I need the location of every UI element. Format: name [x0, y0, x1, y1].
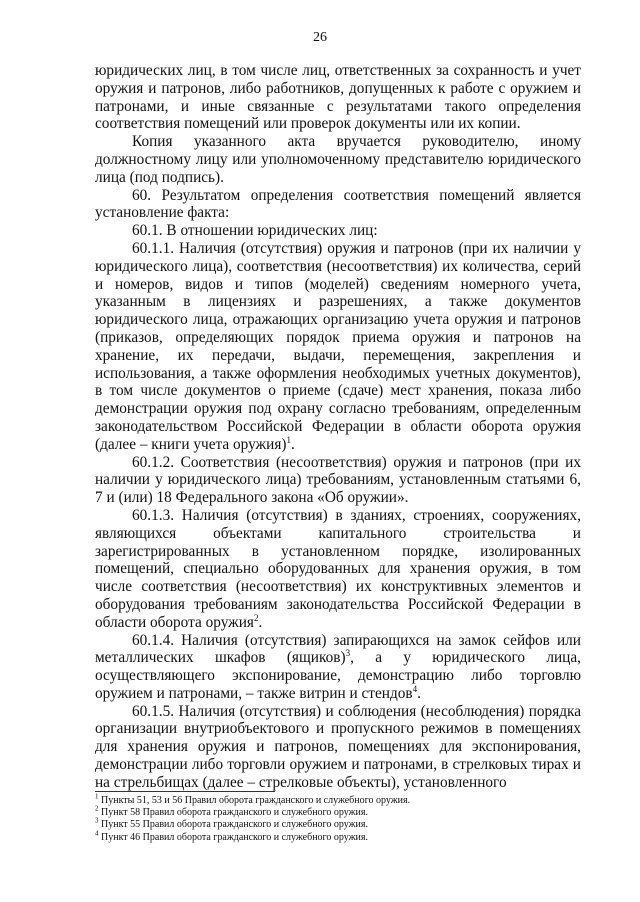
- paragraph-tail: .: [290, 435, 295, 453]
- footnote: [95, 829, 581, 844]
- paragraph-text: 60.1.4. Наличия (отсутствия) запирающихся на замок сейфов или металлических шкафов (ящиков): [95, 631, 581, 667]
- paragraph-tail: .: [417, 684, 421, 702]
- paragraph-60-1-3: [95, 507, 581, 632]
- paragraph-continuation: [95, 62, 581, 133]
- footnote-ref-1: 1: [286, 434, 291, 445]
- paragraph-60: [95, 187, 581, 223]
- paragraph-text: 60.1.3. Наличия (отсутствия) в зданиях, строениях, сооружениях, являющихся объектами капитального строительства и зарегистрированных в установленном порядке, изолированных помещений, специально оборудованных для хранения оружия, в том числе соответствия (несоответствия) их конструктивных элементов и оборудования требованиям законодательства Российской Федерации в области оборота оружия: [95, 506, 581, 631]
- footnote-mark: 4: [95, 829, 99, 838]
- footnote-text: Пункт 46 Правил оборота гражданского и служебного оружия.: [101, 831, 369, 843]
- footnote-ref-2: 2: [253, 612, 259, 623]
- footnote-divider: [95, 791, 275, 792]
- paragraph-text: 60.1.5. Наличия (отсутствия) и соблюдения (несоблюдения) порядка организации внутриобъектового и пропускного режимов в помещениях для хранения оружия и патронов, помещениях для экспонирования, демонстрации либо торговли оружием и патронами, в стрелковых тирах и на стрельбищах (далее – стрелковые объекты), установленного: [95, 702, 581, 791]
- footnote-ref-4: 4: [412, 683, 418, 694]
- footnote-ref-3: 3: [345, 648, 351, 659]
- footnote-mark: 1: [95, 792, 99, 801]
- page-number: 26: [313, 30, 327, 45]
- footnote-text: Пункты 51, 53 и 56 Правил оборота гражданского и служебного оружия.: [101, 795, 411, 806]
- paragraph-text: 60.1. В отношении юридических лиц:: [132, 222, 378, 240]
- footnote: [95, 819, 581, 831]
- document-body: [95, 62, 581, 792]
- paragraph-60-1: [95, 222, 581, 240]
- paragraph-tail: .: [258, 613, 263, 631]
- paragraph-60-1-1: [95, 240, 581, 454]
- paragraph-60-1-2: [95, 454, 581, 507]
- paragraph-text-continued: , а у юридического лица, осуществляющего экспонирование, демонстрацию либо торговлю оружием и патронами, – также витрин и стендов: [95, 649, 581, 702]
- footnote-text: Пункт 55 Правил оборота гражданского и служебного оружия.: [101, 819, 369, 831]
- paragraph-text: 60. Результатом определения соответствия помещений является установление факта:: [95, 186, 581, 222]
- paragraph-copy-delivery: [95, 133, 581, 186]
- paragraph-text: юридических лиц, в том числе лиц, ответственных за сохранность и учет оружия и патронов, либо работников, допущенных к работе с оружием и патронами, и иные связанные с результатами такого определения соответствия помещений или проверок документы или их копии.: [95, 62, 581, 133]
- paragraph-text: Копия указанного акта вручается руководителю, иному должностному лицу или уполномоченному представителю юридического лица (под подпись).: [95, 133, 581, 186]
- footnote-text: Пункт 58 Правил оборота гражданского и служебного оружия.: [101, 807, 369, 819]
- paragraph-text: 60.1.1. Наличия (отсутствия) оружия и патронов (при их наличии у юридического лица), соответствия (несоответствия) их количества, серий и номеров, видов и типов (моделей) сведениям номерного учета, указанным в лицензиях и разрешениях, а также документов юридического лица, отражающих организацию учета оружия и патронов (приказов, определяющих порядок приема оружия и патронов на хранение, их передачи, выдачи, перемещения, закрепления и использования, а также оформления необходимых учетных документов), в том числе документов о приеме (сдаче) мест хранения, показа либо демонстрации оружия под охрану согласно требованиям, определенным законодательством Российской Федерации в области оборота оружия (далее – книги учета оружия): [95, 239, 581, 453]
- paragraph-text: 60.1.2. Соответствия (несоответствия) оружия и патронов (при их наличии у юридического лица) требованиям, установленным статьями 6, 7 и (или) 18 Федерального закона «Об оружии».: [95, 453, 581, 507]
- footnote: [95, 804, 581, 819]
- paragraph-60-1-4: [95, 632, 581, 703]
- paragraph-60-1-5: [95, 703, 581, 792]
- footnote: [95, 792, 581, 807]
- footnote-mark: 3: [95, 817, 99, 826]
- footnote-mark: 2: [95, 804, 99, 813]
- footnotes-section: [95, 792, 581, 844]
